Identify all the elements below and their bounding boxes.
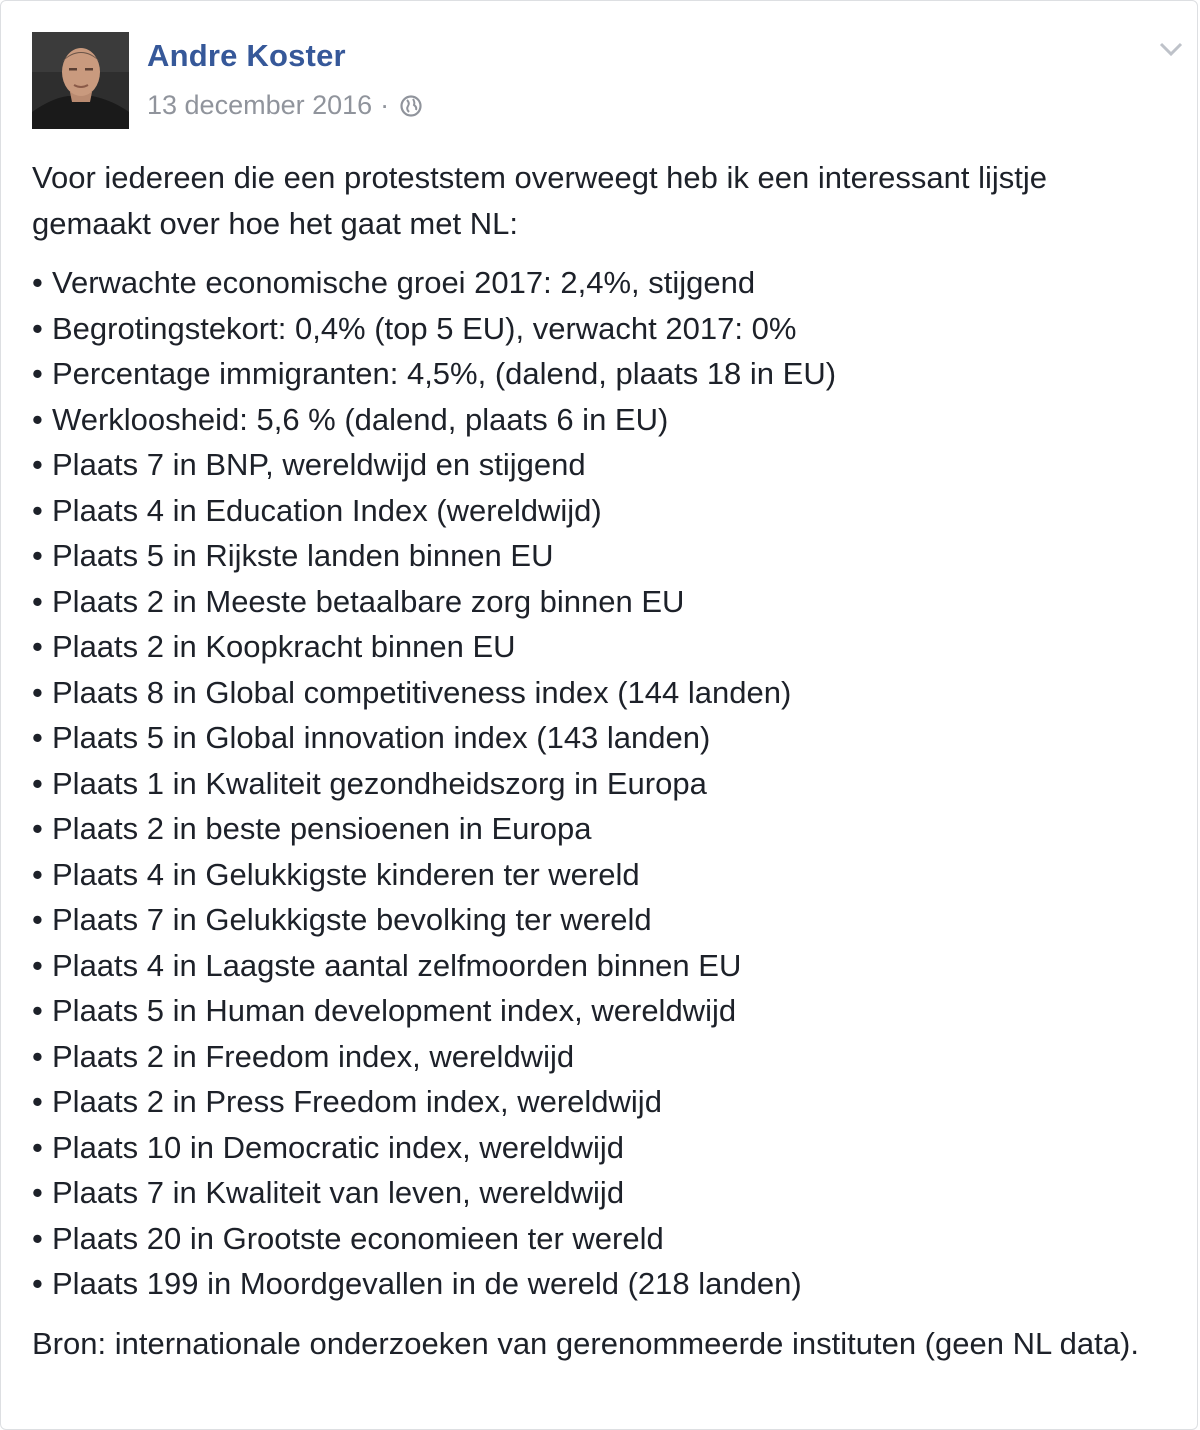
list-bullet: • [32, 1038, 43, 1074]
list-item [32, 988, 1172, 1034]
list-item-text: Plaats 7 in Gelukkigste bevolking ter wereld [52, 902, 652, 937]
list-item [32, 670, 1172, 716]
list-item-text: Plaats 199 in Moordgevallen in de wereld (218 landen) [52, 1266, 802, 1301]
post-intro: Voor iedereen die een proteststem overweegt heb ik een interessant lijstje gemaakt over hoe het gaat met NL: [32, 160, 1047, 241]
list-item [32, 533, 1172, 579]
list-bullet: • [32, 1266, 43, 1301]
list-bullet: • [32, 947, 43, 983]
list-bullet: • [32, 265, 43, 300]
list-bullet: • [32, 856, 43, 892]
list-bullet: • [32, 492, 43, 528]
list-bullet: • [32, 811, 43, 846]
list-item-text: Werkloosheid: 5,6 % (dalend, plaats 6 in EU) [52, 401, 669, 437]
list-item-text: Plaats 5 in Human development index, wereldwijd [52, 993, 737, 1028]
list-item [32, 715, 1172, 761]
list-item-text: Plaats 5 in Global innovation index (143 landen) [52, 720, 711, 755]
chevron-down-icon[interactable] [1157, 39, 1185, 59]
list-item [32, 579, 1172, 625]
list-item [32, 1125, 1172, 1171]
list-item-text: Plaats 4 in Education Index (wereldwijd) [52, 492, 602, 528]
list-item [32, 852, 1172, 898]
list-item [32, 397, 1172, 443]
list-item-text: Plaats 10 in Democratic index, wereldwijd [52, 1129, 625, 1165]
list-bullet: • [32, 356, 43, 391]
list-bullet: • [32, 401, 43, 437]
post-body [32, 155, 1172, 1366]
list-bullet: • [32, 1175, 43, 1210]
list-item [32, 897, 1172, 943]
list-item-text: Plaats 2 in beste pensioenen in Europa [52, 811, 592, 846]
list-item-text: Plaats 8 in Global competitiveness index (144 landen) [52, 674, 792, 710]
list-item-text: Plaats 4 in Gelukkigste kinderen ter wereld [52, 856, 640, 892]
list-item-text: Plaats 1 in Kwaliteit gezondheidszorg in Europa [52, 765, 707, 801]
list-item-text: Plaats 20 in Grootste economieen ter wereld [52, 1220, 664, 1256]
list-item [32, 488, 1172, 534]
list-bullet: • [32, 1129, 43, 1165]
list-item [32, 1261, 1172, 1307]
list-item-text: Plaats 7 in Kwaliteit van leven, wereldwijd [52, 1175, 625, 1210]
list-bullet: • [32, 447, 43, 482]
list-bullet: • [32, 1220, 43, 1256]
list-item-text: Plaats 4 in Laagste aantal zelfmoorden binnen EU [52, 947, 742, 983]
list-bullet: • [32, 993, 43, 1028]
list-item [32, 624, 1172, 670]
list-item [32, 943, 1172, 989]
avatar-photo [32, 32, 129, 129]
list-bullet: • [32, 1084, 43, 1119]
list-bullet: • [32, 538, 43, 573]
list-item [32, 806, 1172, 852]
list-bullet: • [32, 674, 43, 710]
list-item-text: Begrotingstekort: 0,4% (top 5 EU), verwacht 2017: 0% [52, 310, 797, 346]
list-item-text: Plaats 2 in Freedom index, wereldwijd [52, 1038, 575, 1074]
list-bullet: • [32, 629, 43, 664]
list-bullet: • [32, 765, 43, 801]
list-item-text: Percentage immigranten: 4,5%, (dalend, plaats 18 in EU) [52, 356, 837, 391]
post-source: Bron: internationale onderzoeken van gerenommeerde instituten (geen NL data). [32, 1325, 1139, 1361]
list-bullet: • [32, 310, 43, 346]
list-item [32, 1216, 1172, 1262]
list-item-text: Plaats 2 in Press Freedom index, wereldwijd [52, 1084, 662, 1119]
post-date-link[interactable]: 13 december 2016 [147, 90, 373, 120]
list-item-text: Plaats 2 in Meeste betaalbare zorg binnen EU [52, 583, 685, 619]
list-item-text: Plaats 5 in Rijkste landen binnen EU [52, 538, 554, 573]
list-item [32, 260, 1172, 306]
list-bullet: • [32, 902, 43, 937]
list-item-text: Plaats 7 in BNP, wereldwijd en stijgend [52, 447, 586, 482]
list-item [32, 442, 1172, 488]
list-item [32, 1079, 1172, 1125]
list-item [32, 761, 1172, 807]
list-item [32, 1170, 1172, 1216]
post-header [32, 32, 1172, 130]
list-item-text: Plaats 2 in Koopkracht binnen EU [52, 629, 516, 664]
author-name-link[interactable]: Andre Koster [147, 38, 346, 73]
meta-separator: · [380, 90, 390, 120]
avatar[interactable] [32, 32, 129, 129]
list-bullet: • [32, 720, 43, 755]
post-list [32, 260, 1172, 1307]
list-item [32, 351, 1172, 397]
globe-icon[interactable] [399, 94, 423, 118]
list-item-text: Verwachte economische groei 2017: 2,4%, stijgend [52, 265, 756, 300]
list-item [32, 306, 1172, 352]
post-meta [147, 90, 423, 121]
list-bullet: • [32, 583, 43, 619]
list-item [32, 1034, 1172, 1080]
